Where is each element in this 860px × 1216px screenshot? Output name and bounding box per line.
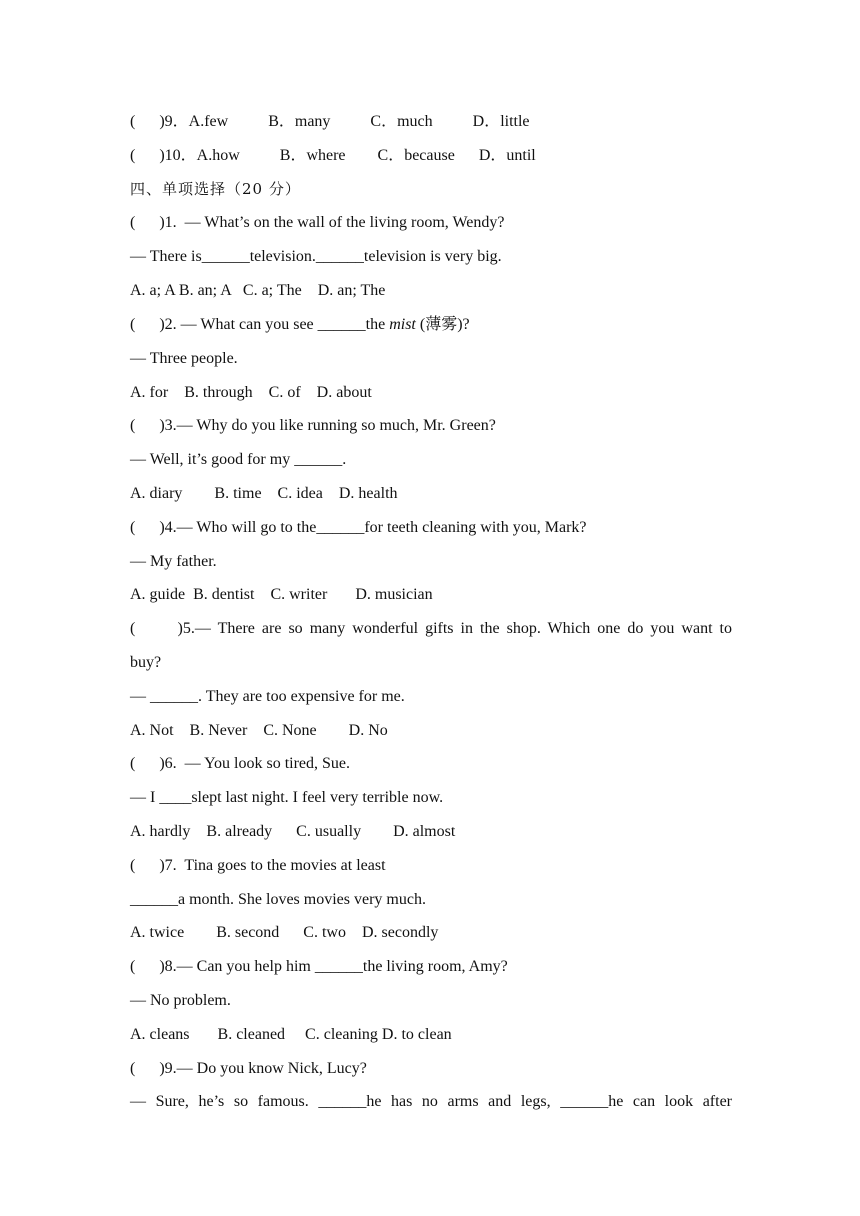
question-1-options: A. a; A B. an; A C. a; The D. an; The	[130, 282, 386, 299]
question-5-dialogue: — ______. They are too expensive for me.	[130, 688, 405, 705]
question-5: ( )5.— There are so many wonderful gifts in the shop. Which one do you want to	[130, 620, 732, 637]
q10-fill-options: ( )10．A.how B．where C．because D．until	[130, 147, 536, 164]
question-5-continued: buy?	[130, 654, 162, 671]
question-3-options: A. diary B. time C. idea D. health	[130, 485, 398, 502]
question-7: ( )7. Tina goes to the movies at least	[130, 857, 386, 874]
question-1-dialogue: — There is______television.______television is very big.	[130, 248, 502, 265]
question-9: ( )9.— Do you know Nick, Lucy?	[130, 1060, 367, 1077]
question-6: ( )6. — You look so tired, Sue.	[130, 755, 351, 772]
question-8: ( )8.— Can you help him ______the living room, Amy?	[130, 958, 508, 975]
question-2-options: A. for B. through C. of D. about	[130, 384, 372, 401]
question-7-options: A. twice B. second C. two D. secondly	[130, 924, 439, 941]
question-3: ( )3.— Why do you like running so much, Mr. Green?	[130, 417, 496, 434]
question-3-dialogue: — Well, it’s good for my ______.	[130, 451, 347, 468]
question-2-gloss: (薄雾)?	[415, 316, 470, 333]
question-2-text: ( )2. — What can you see ______the	[130, 316, 390, 333]
question-2-italic-word: mist	[389, 316, 416, 333]
question-9-dialogue: — Sure, he’s so famous. ______he has no arms and legs, ______he can look after	[130, 1093, 732, 1110]
question-2	[130, 312, 732, 338]
question-8-dialogue: — No problem.	[130, 992, 231, 1009]
section-heading: 四、单项选择（20 分）	[130, 180, 301, 198]
question-6-options: A. hardly B. already C. usually D. almost	[130, 823, 456, 840]
question-8-options: A. cleans B. cleaned C. cleaning D. to clean	[130, 1026, 452, 1043]
question-6-dialogue: — I ____slept last night. I feel very terrible now.	[130, 789, 444, 806]
question-2-dialogue: — Three people.	[130, 350, 238, 367]
question-4-dialogue: — My father.	[130, 553, 217, 570]
question-4: ( )4.— Who will go to the______for teeth cleaning with you, Mark?	[130, 519, 587, 536]
q9-fill-options: ( )9．A.few B．many C．much D．little	[130, 113, 530, 130]
question-5-options: A. Not B. Never C. None D. No	[130, 722, 388, 739]
question-7-continued: ______a month. She loves movies very much.	[130, 891, 426, 908]
question-4-options: A. guide B. dentist C. writer D. musician	[130, 586, 433, 603]
question-1: ( )1. — What’s on the wall of the living room, Wendy?	[130, 214, 505, 231]
